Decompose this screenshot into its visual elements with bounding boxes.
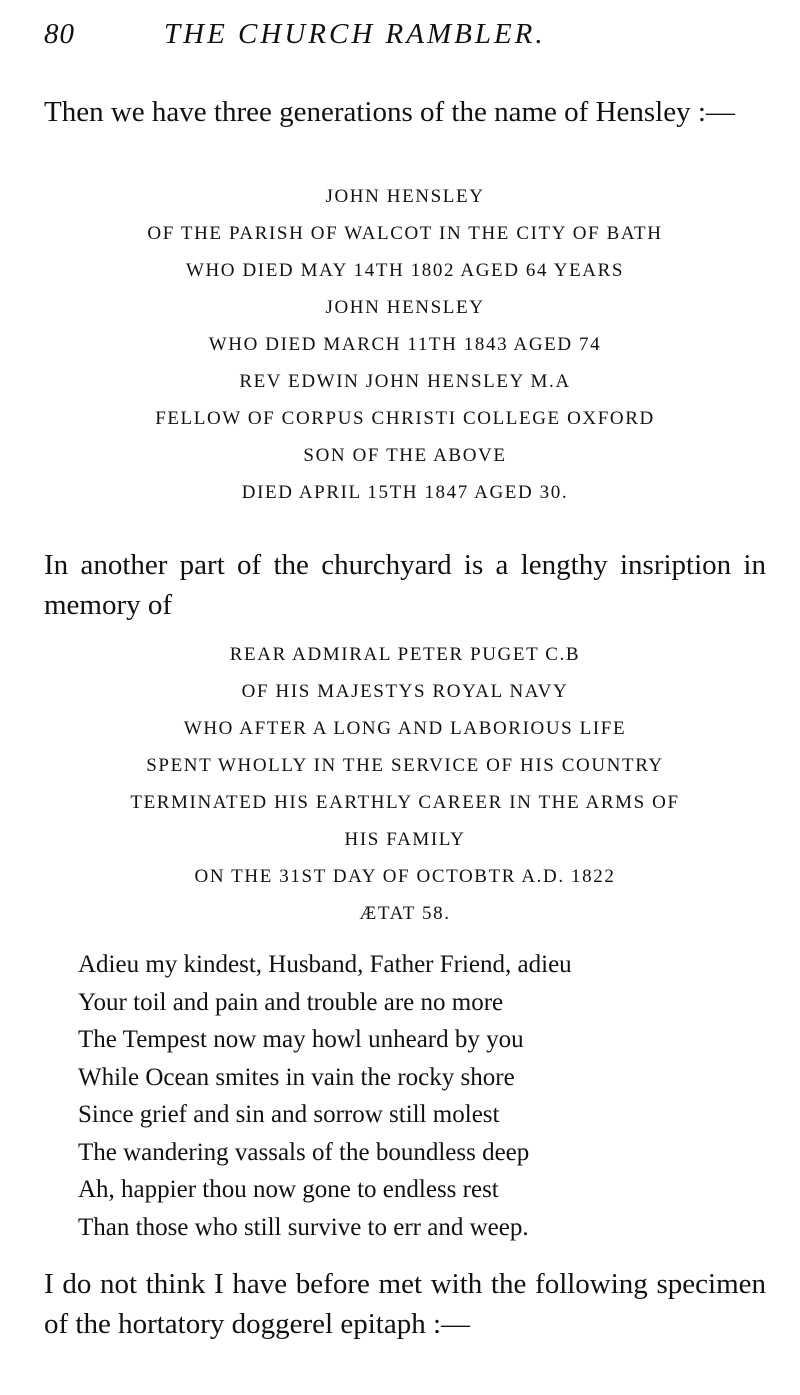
running-head <box>44 18 764 58</box>
puget-inscription <box>40 636 770 932</box>
closing-paragraph: I do not think I have before met with the following specimen of the hortatory doggerel epitaph :— <box>44 1268 766 1340</box>
inscription-line: SON OF THE ABOVE <box>303 445 507 466</box>
inscription-line: JOHN HENSLEY <box>325 186 485 207</box>
inscription-line: REAR ADMIRAL PETER PUGET C.B <box>229 644 581 665</box>
verse-line: Than those who still survive to err and weep. <box>78 1213 529 1241</box>
inscription-line: JOHN HENSLEY <box>325 297 485 318</box>
inscription-line: HIS FAMILY <box>344 829 466 850</box>
inscription-line: WHO DIED MAY 14TH 1802 AGED 64 YEARS <box>185 260 625 281</box>
inscription-line: SPENT WHOLLY IN THE SERVICE OF HIS COUNTRY <box>146 755 664 776</box>
inscription-line: FELLOW OF CORPUS CHRISTI COLLEGE OXFORD <box>155 408 655 429</box>
inscription-line: DIED APRIL 15TH 1847 AGED 30. <box>241 482 569 503</box>
running-title: THE CHURCH RAMBLER. <box>164 18 546 50</box>
verse-line: The Tempest now may howl unheard by you <box>78 1026 524 1053</box>
page-number: 80 <box>44 18 75 50</box>
puget-intro-paragraph: In another part of the churchyard is a lengthy insription in memory of <box>44 549 766 621</box>
verse-line: Since grief and sin and sorrow still molest <box>78 1101 500 1128</box>
inscription-line: TERMINATED HIS EARTHLY CAREER IN THE ARMS OF <box>130 792 680 813</box>
verse-line: Ah, happier thou now gone to endless rest <box>78 1176 499 1203</box>
hensley-inscription <box>40 178 770 511</box>
inscription-line: ÆTAT 58. <box>359 903 451 924</box>
inscription-line: REV EDWIN JOHN HENSLEY M.A <box>239 371 571 392</box>
verse-line: Adieu my kindest, Husband, Father Friend, adieu <box>78 951 572 978</box>
inscription-line: WHO DIED MARCH 11TH 1843 AGED 74 <box>208 334 602 355</box>
inscription-line: OF HIS MAJESTYS ROYAL NAVY <box>241 681 569 702</box>
inscription-line: WHO AFTER A LONG AND LABORIOUS LIFE <box>183 718 627 739</box>
verse-line: While Ocean smites in vain the rocky shore <box>78 1063 515 1091</box>
intro-paragraph: Then we have three generations of the name of Hensley :— <box>44 96 735 128</box>
inscription-line: ON THE 31ST DAY OF OCTOBTR A.D. 1822 <box>194 866 616 887</box>
verse-line: The wandering vassals of the boundless deep <box>78 1138 530 1166</box>
verse-line: Your toil and pain and trouble are no more <box>78 988 504 1016</box>
epitaph-verse <box>78 946 778 1246</box>
inscription-line: OF THE PARISH OF WALCOT IN THE CITY OF BATH <box>147 223 663 244</box>
